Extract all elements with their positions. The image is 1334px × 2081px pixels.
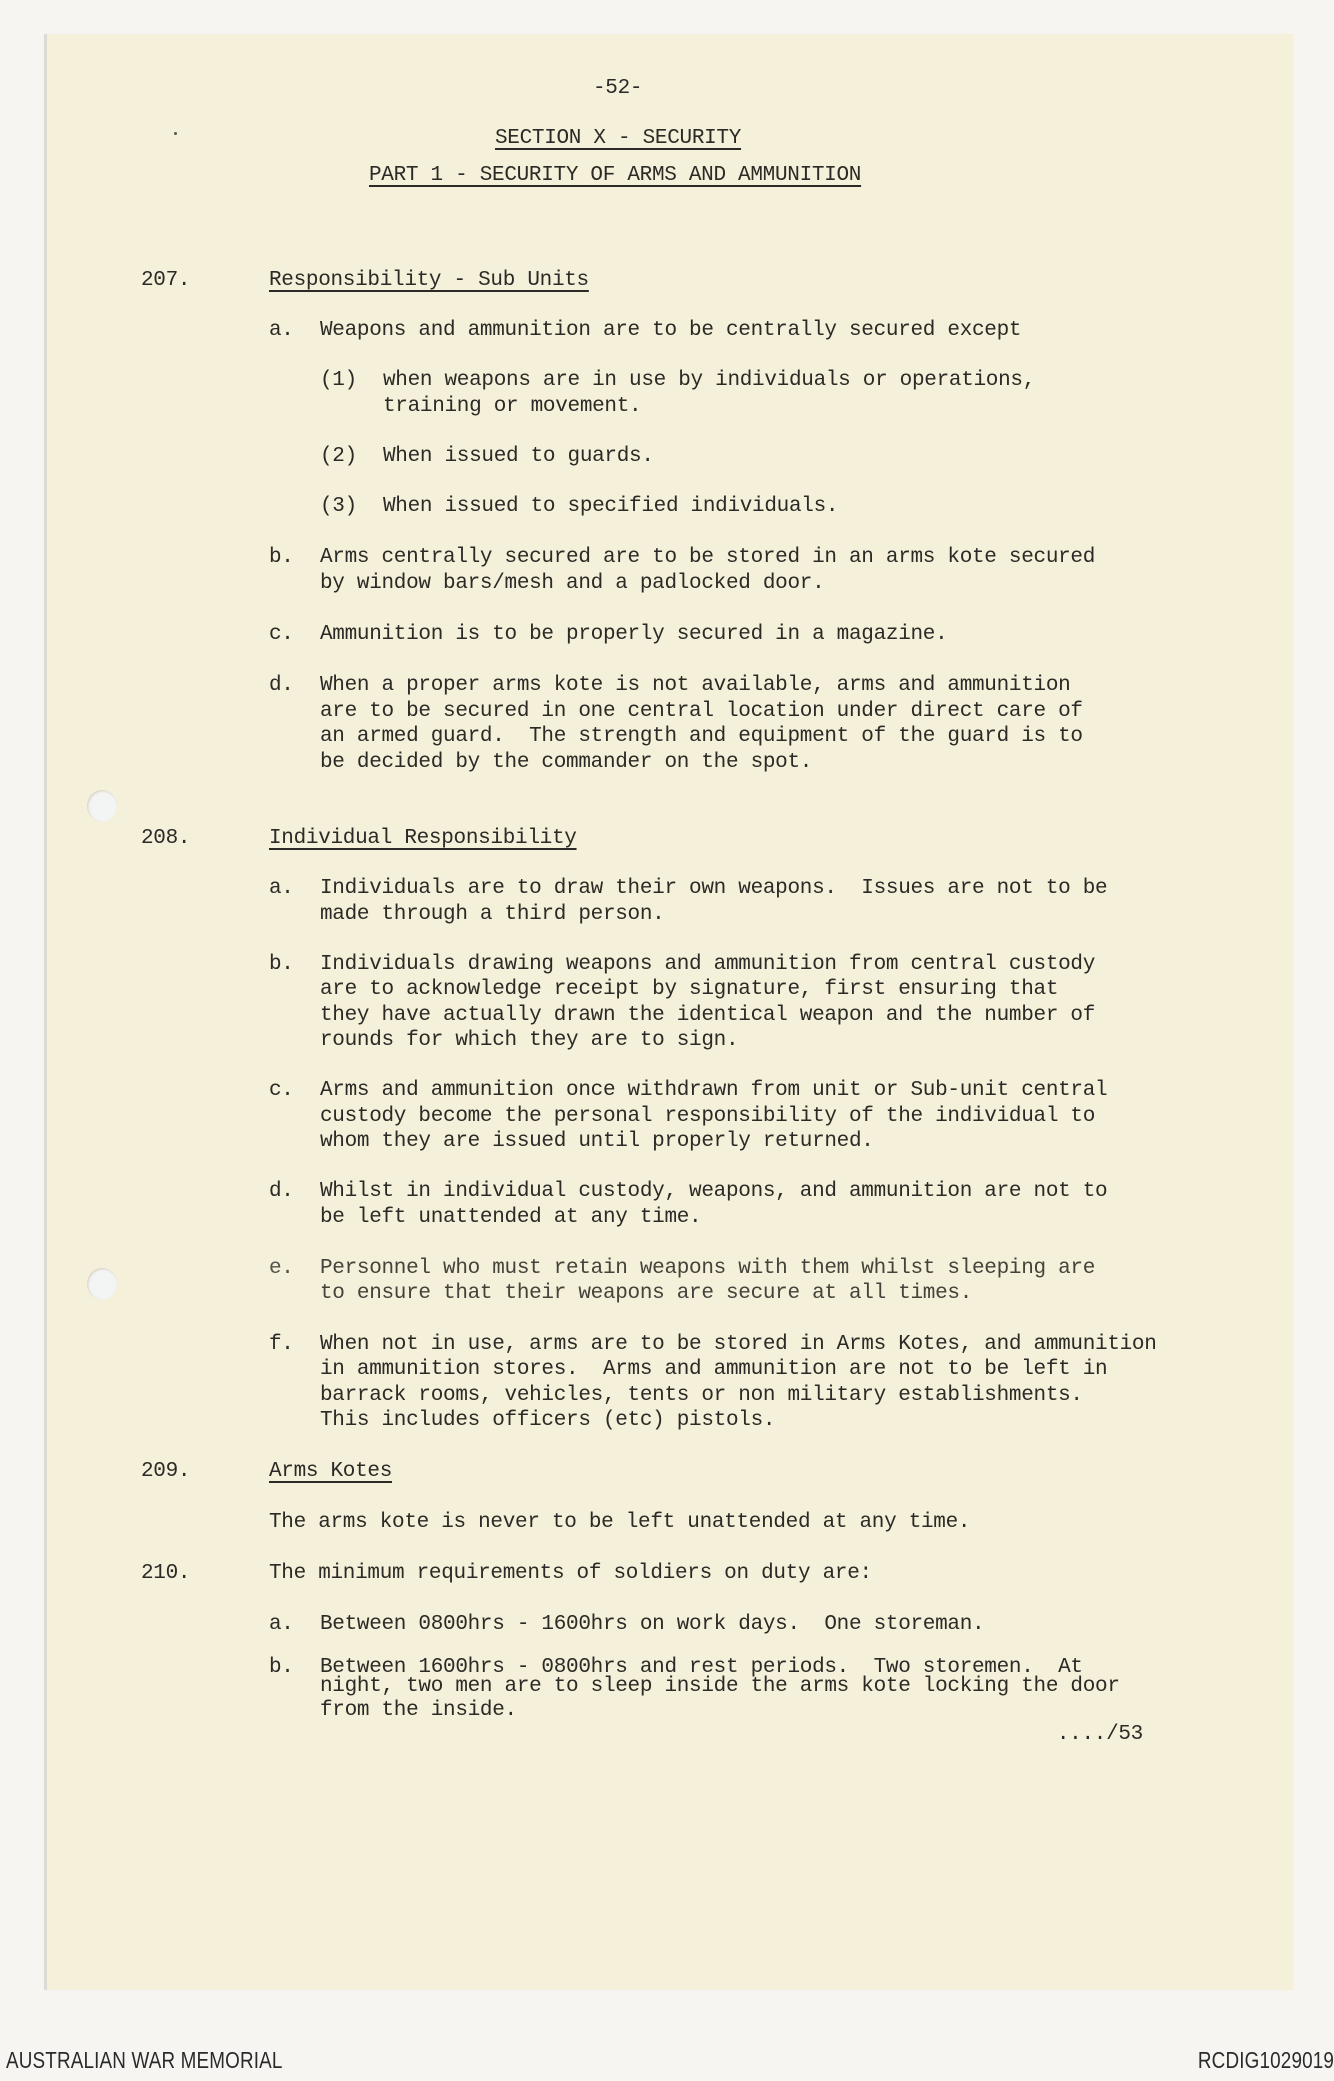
paragraph-heading: Arms Kotes (269, 1460, 393, 1483)
subitem-text: training or movement. (383, 395, 642, 418)
item-text: Ammunition is to be properly secured in a magazine. (320, 623, 948, 646)
part-title: PART 1 - SECURITY OF ARMS AND AMMUNITION (369, 164, 862, 187)
item-label: d. (269, 1180, 294, 1203)
subitem-text: When issued to guards. (383, 445, 654, 468)
punch-hole (87, 790, 117, 822)
item-text: custody become the personal responsibility of the individual to (320, 1105, 1096, 1128)
item-text: Whilst in individual custody, weapons, and ammunition are not to (320, 1180, 1108, 1203)
item-text: are to acknowledge receipt by signature, first ensuring that (320, 978, 1059, 1001)
item-text: whom they are issued until properly returned. (320, 1130, 874, 1153)
item-label: a. (269, 1613, 294, 1636)
item-label: d. (269, 674, 294, 697)
continuation-marker: ..../53 (1056, 1723, 1143, 1746)
punch-hole (87, 1268, 117, 1300)
item-text: they have actually drawn the identical weapon and the number of (320, 1004, 1096, 1027)
item-text: Individuals are to draw their own weapons. Issues are not to be (320, 877, 1108, 900)
item-text: When a proper arms kote is not available, arms and ammunition (320, 674, 1071, 697)
item-label: f. (269, 1333, 294, 1356)
subitem-text: When issued to specified individuals. (383, 495, 839, 518)
item-text: by window bars/mesh and a padlocked door. (320, 572, 825, 595)
item-text: Between 1600hrs - 0800hrs and rest periods. Two storemen. At (320, 1656, 1083, 1679)
item-text: Arms centrally secured are to be stored in an arms kote secured (320, 546, 1096, 569)
paragraph-number: 210. (141, 1562, 191, 1585)
item-text: an armed guard. The strength and equipment of the guard is to (320, 725, 1083, 748)
item-label: e. (269, 1257, 294, 1280)
item-text: to ensure that their weapons are secure at all times. (320, 1282, 973, 1305)
paragraph-number: 208. (141, 827, 191, 850)
subitem-label: (2) (320, 445, 357, 468)
item-label: b. (269, 953, 294, 976)
item-text: night, two men are to sleep inside the arms kote locking the door (320, 1675, 1120, 1698)
item-label: b. (269, 546, 294, 569)
subitem-label: (1) (320, 369, 357, 392)
paragraph-text: The minimum requirements of soldiers on duty are: (269, 1562, 872, 1585)
item-label: c. (269, 623, 294, 646)
paragraph-number: 209. (141, 1460, 191, 1483)
item-label: a. (269, 877, 294, 900)
record-id: RCDIG1029019 (1197, 2047, 1334, 2073)
item-text: be decided by the commander on the spot. (320, 751, 813, 774)
subitem-label: (3) (320, 495, 357, 518)
item-label: a. (269, 319, 294, 342)
paper-speck (174, 132, 177, 135)
item-text: This includes officers (etc) pistols. (320, 1409, 776, 1432)
item-text: be left unattended at any time. (320, 1206, 702, 1229)
paragraph-number: 207. (141, 269, 191, 292)
item-text: barrack rooms, vehicles, tents or non military establishments. (320, 1384, 1083, 1407)
item-text: Arms and ammunition once withdrawn from unit or Sub-unit central (320, 1079, 1108, 1102)
item-text: Weapons and ammunition are to be centrally secured except (320, 319, 1022, 342)
institution-caption: AUSTRALIAN WAR MEMORIAL (6, 2047, 283, 2073)
item-text: rounds for which they are to sign. (320, 1029, 739, 1052)
item-text: Individuals drawing weapons and ammunition from central custody (320, 953, 1096, 976)
item-text: from the inside. (320, 1699, 517, 1722)
item-text: When not in use, arms are to be stored in Arms Kotes, and ammunition (320, 1333, 1157, 1356)
page-number: -52- (593, 77, 643, 100)
paragraph-heading: Individual Responsibility (269, 827, 577, 850)
item-text: in ammunition stores. Arms and ammunition are not to be left in (320, 1358, 1108, 1381)
subitem-text: when weapons are in use by individuals or operations, (383, 369, 1036, 392)
item-text: Between 0800hrs - 1600hrs on work days. One storeman. (320, 1613, 985, 1636)
item-text: are to be secured in one central location under direct care of (320, 700, 1083, 723)
item-text: Personnel who must retain weapons with them whilst sleeping are (320, 1257, 1096, 1280)
item-text: made through a third person. (320, 903, 665, 926)
item-label: b. (269, 1656, 294, 1679)
paragraph-text: The arms kote is never to be left unattended at any time. (269, 1511, 971, 1534)
paragraph-heading: Responsibility - Sub Units (269, 269, 589, 292)
section-title: SECTION X - SECURITY (495, 127, 742, 150)
item-label: c. (269, 1079, 294, 1102)
